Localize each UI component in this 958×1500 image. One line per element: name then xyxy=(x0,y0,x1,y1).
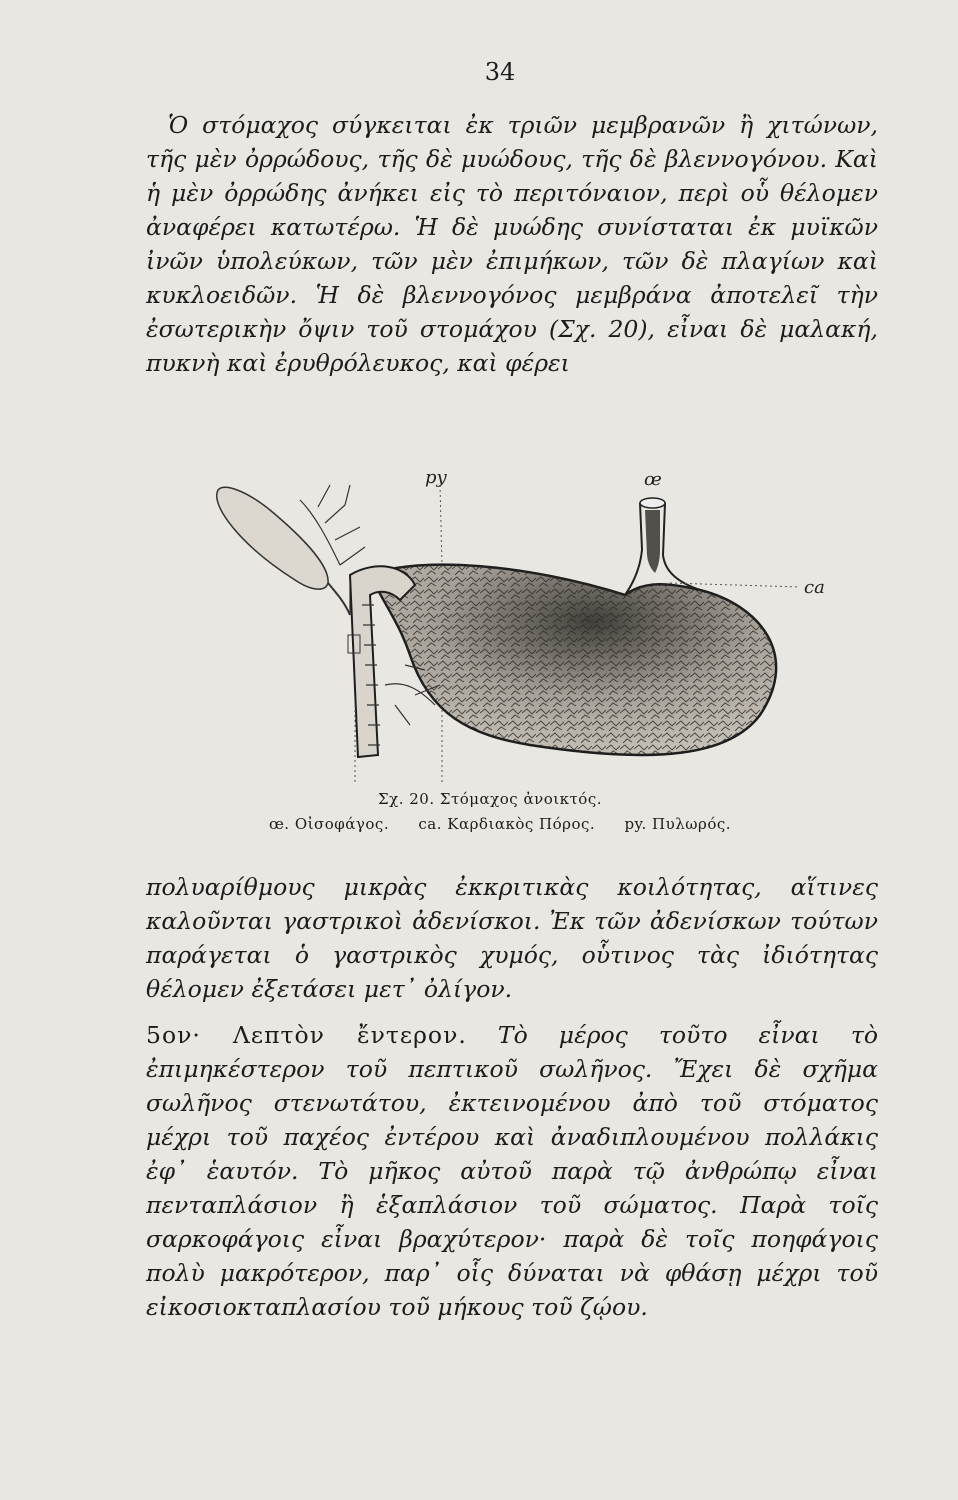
paragraph-small-intestine-text: Τὸ μέρος τοῦτο εἶναι τὸ ἐπιμηκέστερον τοῦ πεπτικοῦ σωλῆνος. Ἔχει δὲ σχῆμα σωλῆνος στενωτάτου, ἐκτεινομένου ἀπὸ τοῦ στόματος μέχρι τοῦ παχέος ἐντέρου καὶ ἀναδιπλουμένου πολλάκις ἐφ᾽ ἑαυτόν. Τὸ μῆκος αὐτοῦ παρὰ τῷ ἀνθρώπῳ εἶναι πενταπλάσιον ἢ ἑξαπλάσιον τοῦ σώματος. Παρὰ τοῖς σαρκοφάγοις εἶναι βραχύτερον· παρὰ δὲ τοῖς ποηφάγοις πολὺ μακρότερον, παρ᾽ οἷς δύναται νὰ φθάσῃ μέχρι τοῦ εἰκοσιοκταπλασίου τοῦ μήκους τοῦ ζῴου. xyxy=(146,1021,878,1321)
label-oe: œ xyxy=(644,469,662,490)
figure-caption-title: Σχ. 20. Στόμαχος ἀνοικτός. xyxy=(378,790,602,808)
legend-cardia: ca. Καρδιακὸς Πόρος. xyxy=(418,815,596,833)
stomach-illustration xyxy=(200,455,840,795)
legend-esophagus: œ. Οἰσοφάγος. xyxy=(268,815,390,833)
stomach-figure xyxy=(200,455,840,795)
paragraph-stomach-membranes: Ὁ στόμαχος σύγκειται ἐκ τριῶν μεμβρανῶν ἢ χιτώνων, τῆς μὲν ὀρρώδους, τῆς δὲ μυώδους, τῆς δὲ βλεννογόνου. Καὶ ἡ μὲν ὀρρώδης ἀνήκει εἰς τὸ περιτόναιον, περὶ οὗ θέλομεν ἀναφέρει κατωτέρω. Ἡ δὲ μυώδης συνίσταται ἐκ μυϊκῶν ἰνῶν ὑπολεύκων, τῶν μὲν ἐπιμήκων, τῶν δὲ πλαγίων καὶ κυκλοειδῶν. Ἡ δὲ βλεννογόνος μεμβράνα ἀποτελεῖ τὴν ἐσωτερικὴν ὄψιν τοῦ στομάχου (Σχ. 20), εἶναι δὲ μαλακή, πυκνὴ καὶ ἐρυθρόλευκος, καὶ φέρει xyxy=(146,111,878,377)
paragraph-small-intestine xyxy=(146,1018,878,1324)
legend-pylorus: py. Πυλωρός. xyxy=(624,815,732,833)
label-ca: ca xyxy=(804,577,825,598)
paragraph-gastric-glands: πολυαρίθμους μικρὰς ἐκκριτικὰς κοιλότητας, αἵτινες καλοῦνται γαστρικοὶ ἀδενίσκοι. Ἐκ τῶν ἀδενίσκων τούτων παράγεται ὁ γαστρικὸς χυμός, οὗτινος τὰς ἰδιότητας θέλομεν ἐξετάσει μετ᾽ ὀλίγον. xyxy=(146,873,878,1003)
section-heading-small-intestine: 5ον· Λεπτὸν ἔντερον. xyxy=(146,1021,467,1049)
page-number: 34 xyxy=(484,58,516,86)
label-py: py xyxy=(425,467,447,488)
figure-legend xyxy=(190,815,810,833)
gallbladder-shape xyxy=(217,487,328,589)
